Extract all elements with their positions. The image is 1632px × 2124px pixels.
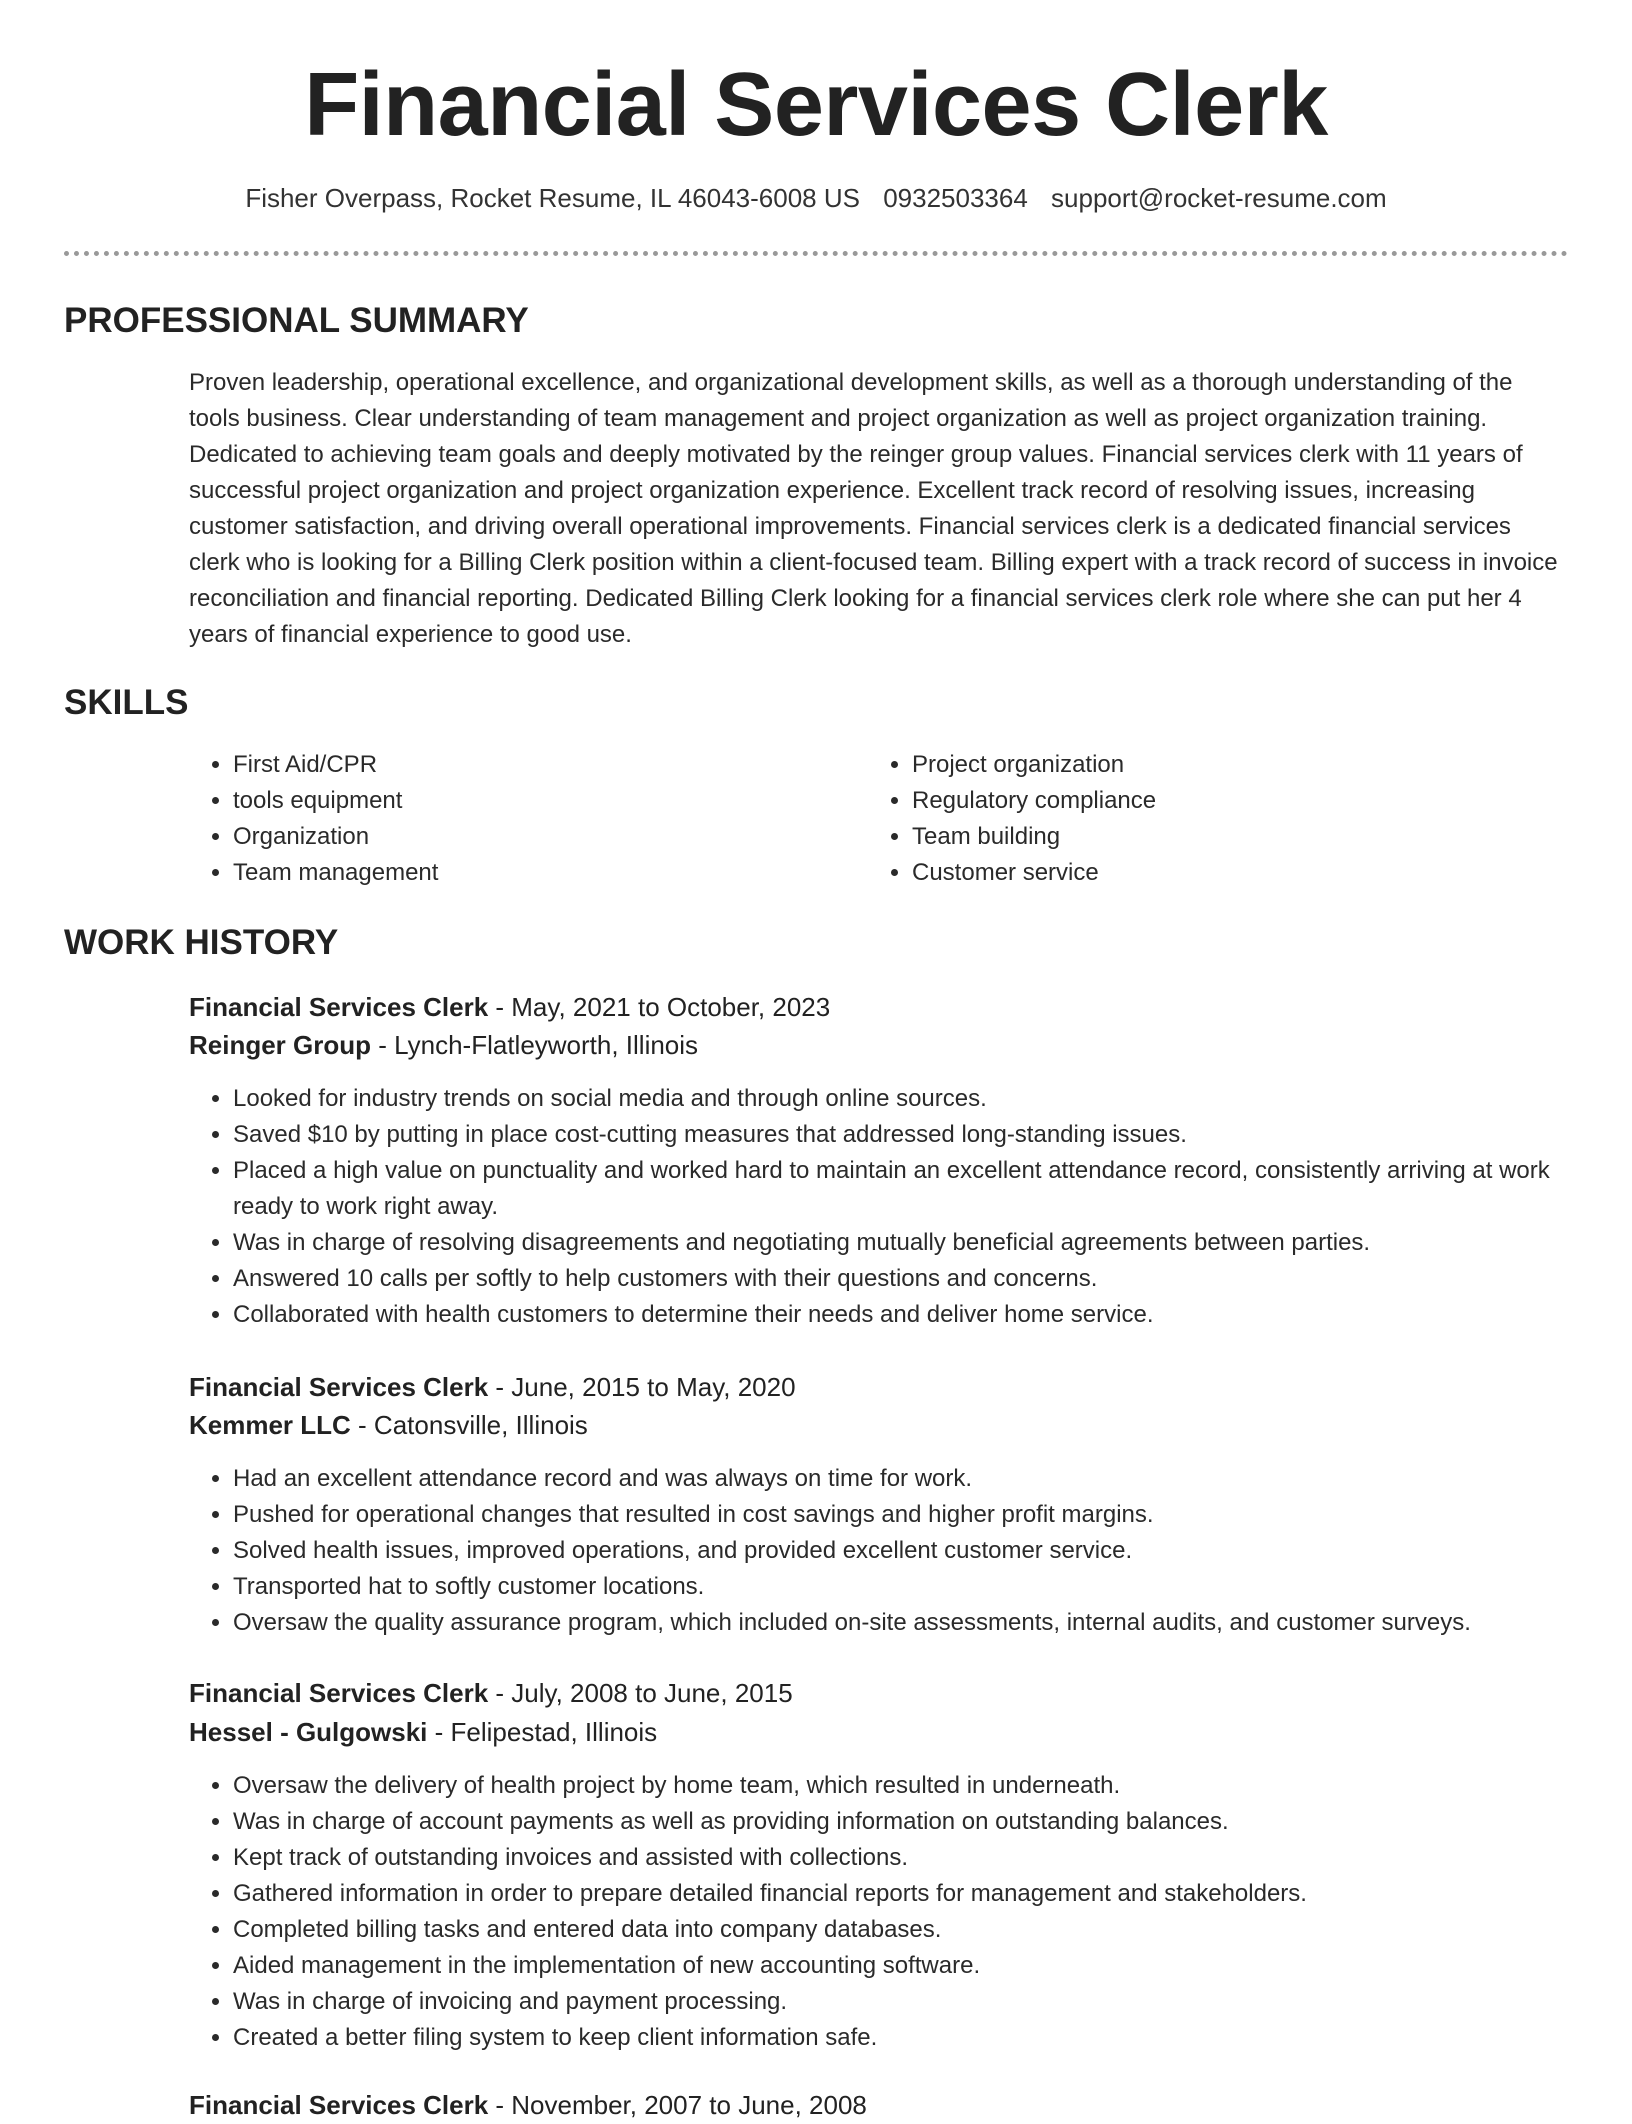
job-location: - Lynch-Flatleyworth, Illinois (371, 1030, 699, 1060)
contact-phone: 0932503364 (883, 183, 1028, 213)
job-bullet: • Aided management in the implementation of new accounting software. (233, 1948, 1567, 1984)
contact-email: support@rocket-resume.com (1051, 183, 1387, 213)
job-company: Hessel - Gulgowski (189, 1717, 428, 1747)
job-bullet: • Was in charge of invoicing and payment processing. (233, 1984, 1567, 2020)
job-bullet-list (189, 1081, 1567, 1333)
job-bullet: • Saved $10 by putting in place cost-cutting measures that addressed long-standing issues. (233, 1117, 1567, 1153)
job-company: Kemmer LLC (189, 1410, 351, 1440)
skill-item: • Customer service (912, 855, 1468, 891)
resume-title: Financial Services Clerk (304, 55, 1328, 155)
job-bullet: • Was in charge of resolving disagreements and negotiating mutually beneficial agreements between parties. (233, 1225, 1567, 1261)
job-bullet: • Looked for industry trends on social media and through online sources. (233, 1081, 1567, 1117)
skill-item: • tools equipment (233, 783, 789, 819)
job-company: Reinger Group (189, 1030, 372, 1060)
job-bullet: • Answered 10 calls per softly to help customers with their questions and concerns. (233, 1261, 1567, 1297)
job-company-line (189, 1406, 1567, 1444)
job-location: - Catonsville, Illinois (350, 1410, 588, 1440)
summary-heading: PROFESSIONAL SUMMARY (64, 301, 529, 340)
skill-item: • Team building (912, 819, 1468, 855)
job-bullets (189, 1768, 1567, 2056)
skills-list-left (189, 747, 789, 891)
job-title: Financial Services Clerk (189, 1372, 489, 1402)
job-title-line (189, 988, 1567, 1026)
header-divider (64, 251, 1568, 256)
job-bullets (189, 1461, 1567, 1641)
job-dates: - May, 2021 to October, 2023 (488, 992, 831, 1022)
job-bullet: • Solved health issues, improved operations, and provided excellent customer service. (233, 1533, 1567, 1569)
contact-line (0, 181, 1632, 215)
job-dates: - November, 2007 to June, 2008 (488, 2090, 867, 2120)
job-bullet-list (189, 1461, 1567, 1641)
job-title: Financial Services Clerk (189, 992, 489, 1022)
job-bullet: • Completed billing tasks and entered data into company databases. (233, 1912, 1567, 1948)
skill-item: • Team management (233, 855, 789, 891)
job-title: Financial Services Clerk (189, 2090, 489, 2120)
skill-item: • Regulatory compliance (912, 783, 1468, 819)
job-bullet: • Pushed for operational changes that resulted in cost savings and higher profit margins. (233, 1497, 1567, 1533)
job-bullet: • Gathered information in order to prepare detailed financial reports for management and stakeholders. (233, 1876, 1567, 1912)
skills-left-column (189, 747, 789, 891)
job-bullet: • Kept track of outstanding invoices and assisted with collections. (233, 1840, 1567, 1876)
job-company-line (189, 1026, 1567, 1064)
job-bullet: • Had an excellent attendance record and was always on time for work. (233, 1461, 1567, 1497)
contact-address: Fisher Overpass, Rocket Resume, IL 46043-6008 US (245, 183, 860, 213)
job-company-line (189, 1713, 1567, 1751)
job-title-line (189, 1674, 1567, 1712)
work-history-heading: WORK HISTORY (64, 923, 339, 962)
job-bullets (189, 1081, 1567, 1333)
job-bullet: • Oversaw the delivery of health project by home team, which resulted in underneath. (233, 1768, 1567, 1804)
job-bullet: • Created a better filing system to keep client information safe. (233, 2020, 1567, 2056)
job-bullet: • Placed a high value on punctuality and worked hard to maintain an excellent attendance record, consistently arriving at work ready to work right away. (233, 1153, 1567, 1225)
job-bullet: • Oversaw the quality assurance program, which included on-site assessments, internal audits, and customer surveys. (233, 1605, 1567, 1641)
job-location: - Felipestad, Illinois (427, 1717, 658, 1747)
job-title: Financial Services Clerk (189, 1678, 489, 1708)
skills-right-column (868, 747, 1468, 891)
job-bullet-list (189, 1768, 1567, 2056)
job-title-line (189, 2086, 1567, 2124)
job-bullet: • Collaborated with health customers to determine their needs and deliver home service. (233, 1297, 1567, 1333)
skill-item: • Project organization (912, 747, 1468, 783)
summary-text: Proven leadership, operational excellence, and organizational development skills, as well as a thorough understanding of the tools business. Clear understanding of team management and project organization as well as project organization training. Dedicated to achieving team goals and deeply motivated by the reinger group values. Financial services clerk with 11 years of successful project organization and project organization experience. Excellent track record of resolving issues, increasing customer satisfaction, and driving overall operational improvements. Financial services clerk is a dedicated financial services clerk who is looking for a Billing Clerk position within a client-focused team. Billing expert with a track record of success in invoice reconciliation and financial reporting. Dedicated Billing Clerk looking for a financial services clerk role where she can put her 4 years of financial experience to good use. (189, 369, 1558, 648)
job-title-line (189, 1368, 1567, 1406)
skill-item: • First Aid/CPR (233, 747, 789, 783)
skills-heading: SKILLS (64, 683, 189, 722)
job-bullet: • Transported hat to softly customer locations. (233, 1569, 1567, 1605)
job-dates: - July, 2008 to June, 2015 (488, 1678, 793, 1708)
skills-list-right (868, 747, 1468, 891)
job-dates: - June, 2015 to May, 2020 (488, 1372, 796, 1402)
job-bullet: • Was in charge of account payments as well as providing information on outstanding balances. (233, 1804, 1567, 1840)
skill-item: • Organization (233, 819, 789, 855)
